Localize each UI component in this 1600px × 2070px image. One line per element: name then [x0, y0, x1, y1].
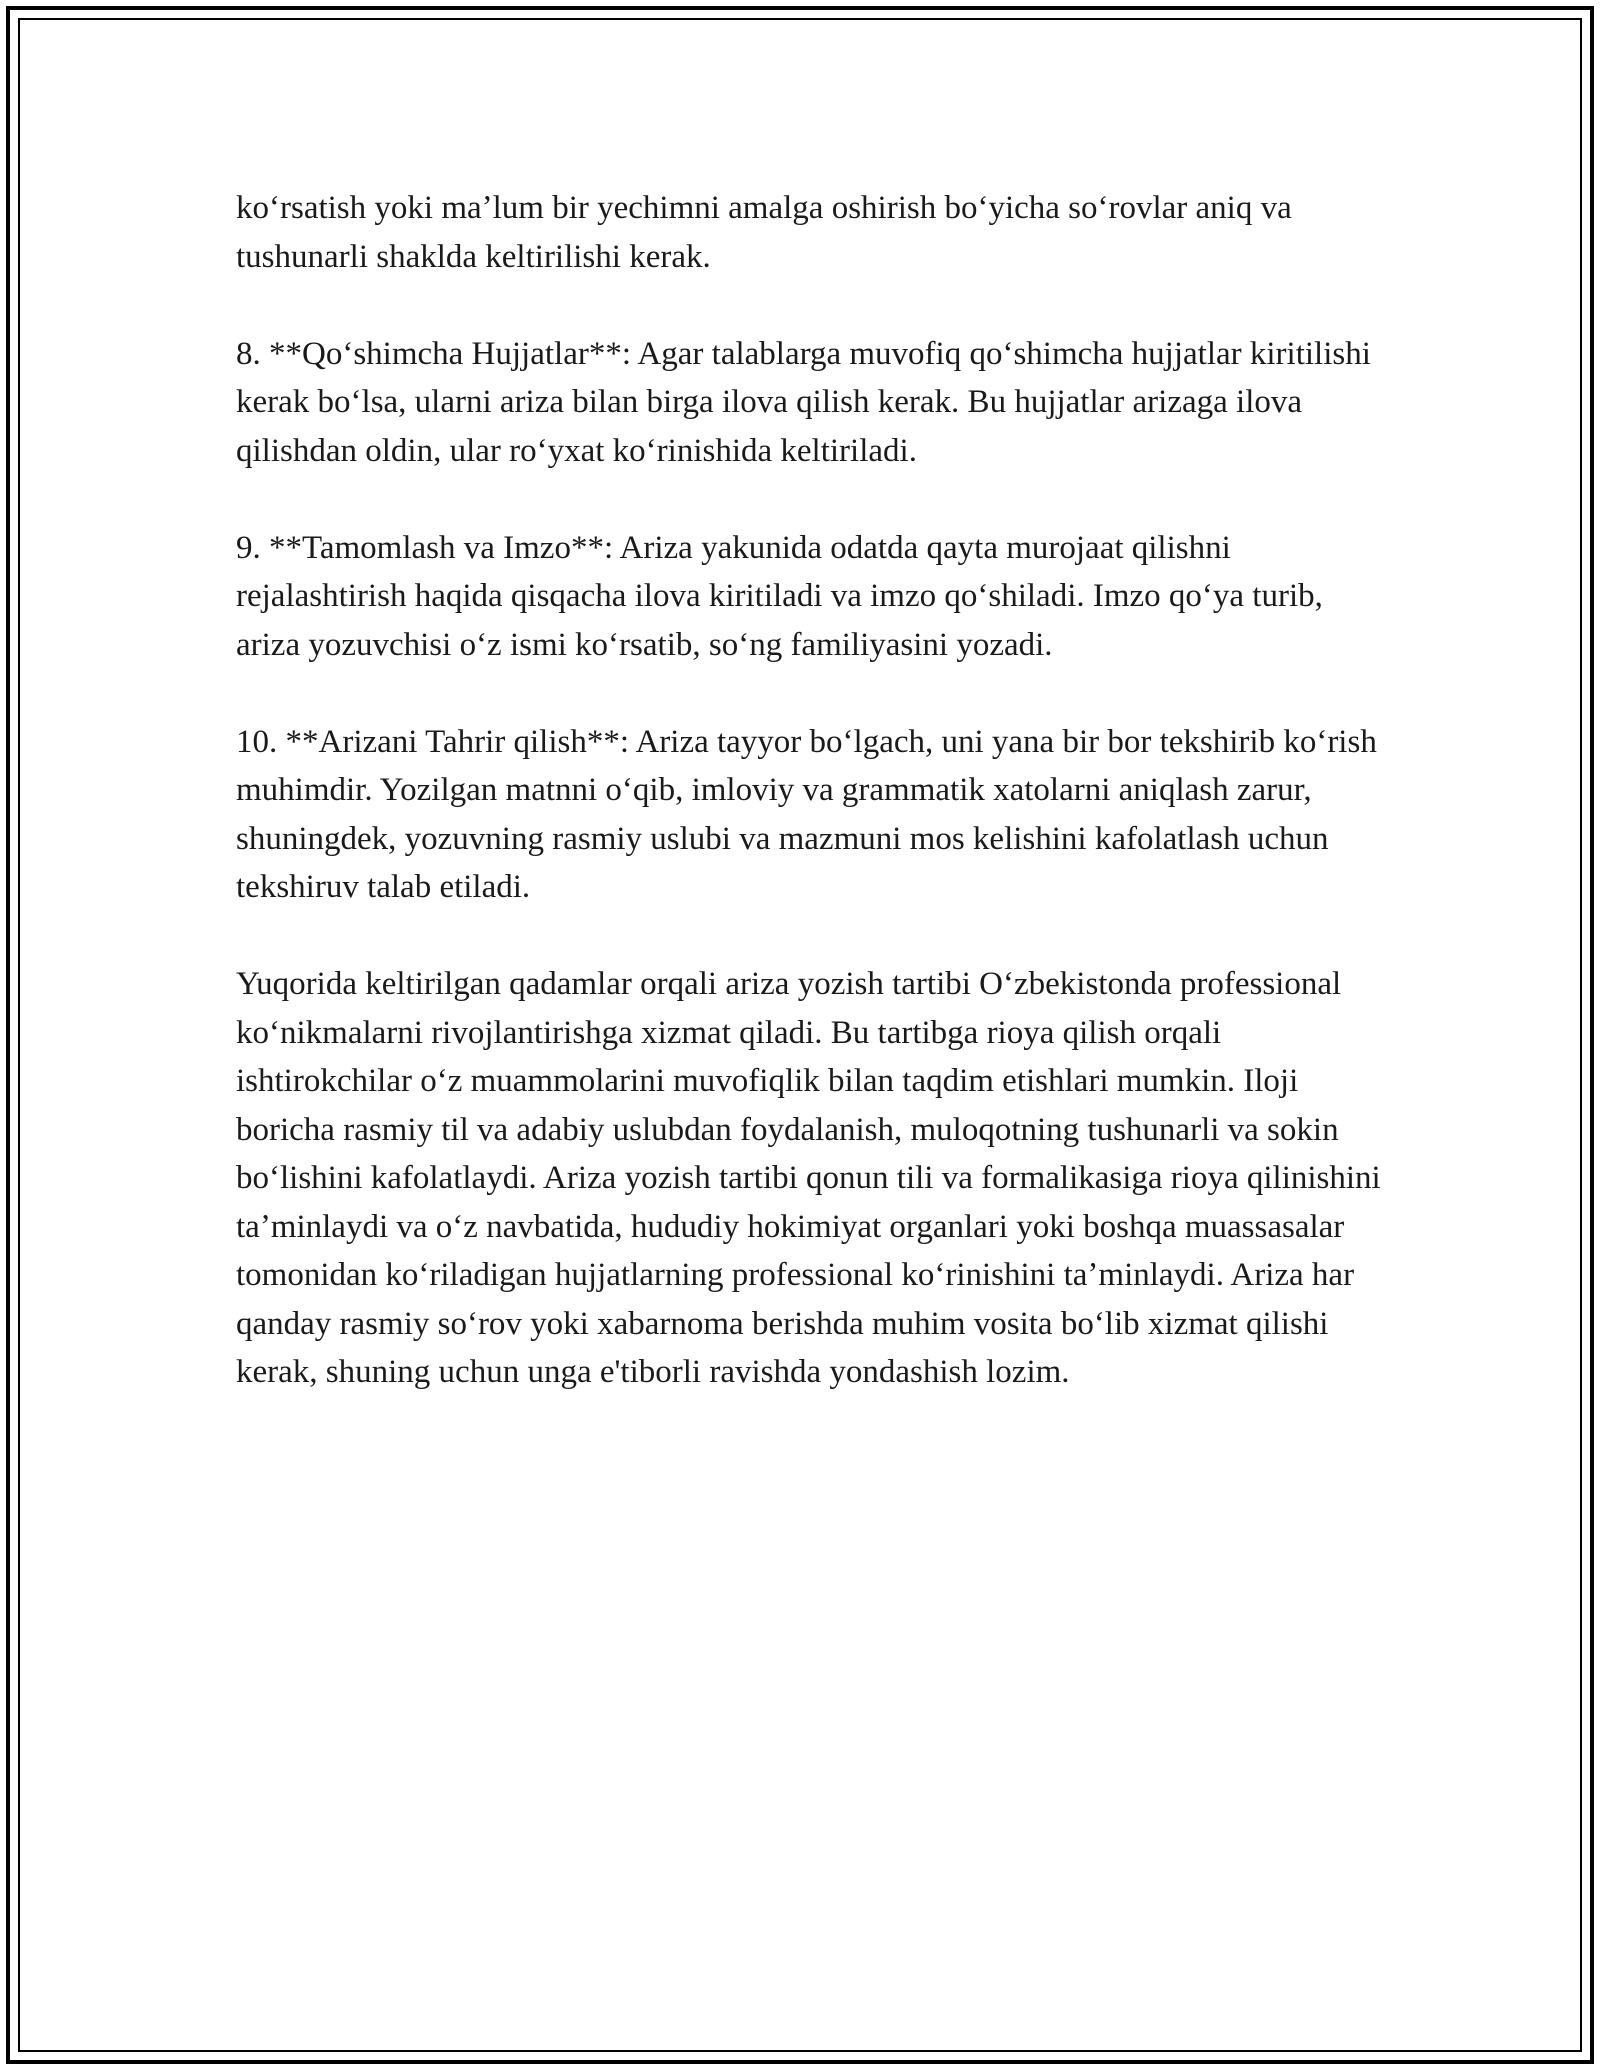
paragraph-step-9-completion-signature: 9. **Tamomlash va Imzo**: Ariza yakunida odatda qayta murojaat qilishni rejalashtirish haqida qisqacha ilova kiritiladi va imzo qoʻshiladi. Imzo qoʻya turib, ariza yozuvchisi oʻz ismi koʻrsatib, soʻng familiyasini yozadi.	[236, 529, 1323, 663]
paragraph-step-8-additional-documents: 8. **Qoʻshimcha Hujjatlar**: Agar talablarga muvofiq qoʻshimcha hujjatlar kiritilishi kerak boʻlsa, ularni ariza bilan birga ilova qilish kerak. Bu hujjatlar arizaga ilova qilishdan oldin, ular roʻyxat koʻrinishida keltiriladi.	[236, 335, 1371, 469]
paragraph-continuation: koʻrsatish yoki maʼlum bir yechimni amalga oshirish boʻyicha soʻrovlar aniq va tushunarli shaklda keltirilishi kerak.	[236, 190, 1292, 275]
paragraph-step-10-editing: 10. **Arizani Tahrir qilish**: Ariza tayyor boʻlgach, uni yana bir bor tekshirib koʻrish muhimdir. Yozilgan matnni oʻqib, imloviy va grammatik xatolarni aniqlash zarur, shuningdek, yozuvning rasmiy uslubi va mazmuni mos kelishini kafolatlash uchun tekshiruv talab etiladi.	[236, 723, 1377, 905]
paragraph-conclusion: Yuqorida keltirilgan qadamlar orqali ariza yozish tartibi Oʻzbekistonda professional koʻnikmalarni rivojlantirishga xizmat qiladi. Bu tartibga rioya qilish orqali ishtirokchilar oʻz muammolarini muvofiqlik bilan taqdim etishlari mumkin. Iloji boricha rasmiy til va adabiy uslubdan foydalanish, muloqotning tushunarli va sokin boʻlishini kafolatlaydi. Ariza yozish tartibi qonun tili va formalikasiga rioya qilinishini taʼminlaydi va oʻz navbatida, hududiy hokimiyat organlari yoki boshqa muassasalar tomonidan koʻriladigan hujjatlarning professional koʻrinishini taʼminlaydi. Ariza har qanday rasmiy soʻrov yoki xabarnoma berishda muhim vosita boʻlib xizmat qilishi kerak, shuning uchun unga e'tiborli ravishda yondashish lozim.	[236, 966, 1381, 1390]
document-body	[236, 184, 1386, 1445]
